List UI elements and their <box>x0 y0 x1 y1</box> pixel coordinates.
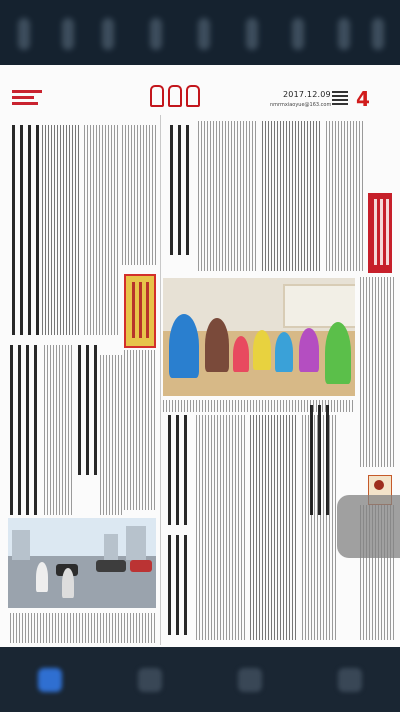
column-divider <box>160 115 161 645</box>
share-icon[interactable] <box>238 668 262 692</box>
text-column <box>44 345 74 515</box>
headline <box>10 345 42 515</box>
headline <box>170 125 194 255</box>
text-column <box>250 415 298 640</box>
text-column <box>84 125 120 335</box>
section-banner <box>368 193 392 273</box>
text-column <box>100 355 122 515</box>
street-photo <box>8 518 156 608</box>
text-column <box>326 121 364 271</box>
headline <box>168 535 192 635</box>
contact-email: nmrmxiaoyue@163.com <box>270 102 332 108</box>
newspaper-page[interactable] <box>0 65 400 647</box>
header-glyph <box>198 18 210 50</box>
newspaper-logo <box>150 85 200 103</box>
text-column <box>42 125 80 335</box>
main-headline <box>12 125 40 335</box>
text-column <box>124 350 156 510</box>
text-column <box>196 415 246 640</box>
header-glyph <box>62 18 74 50</box>
header-glyph <box>372 18 384 50</box>
header-glyph <box>292 18 304 50</box>
photo-caption <box>10 613 156 643</box>
floating-menu-button[interactable] <box>337 495 400 558</box>
header-glyph <box>338 18 350 50</box>
text-column <box>360 277 394 467</box>
text-column <box>198 121 258 271</box>
header-glyph <box>246 18 258 50</box>
red-poster-image <box>124 274 156 348</box>
header-glyph <box>150 18 162 50</box>
masthead-note <box>332 89 348 107</box>
text-column <box>262 121 322 271</box>
classroom-photo <box>163 278 355 396</box>
bottom-toolbar <box>0 647 400 712</box>
page-number: 4 <box>356 87 370 111</box>
top-header <box>0 0 400 65</box>
issue-date: 2017.12.09 <box>283 90 331 99</box>
menu-icon[interactable] <box>338 668 362 692</box>
masthead-section-mark <box>12 87 42 107</box>
headline <box>78 345 98 475</box>
masthead <box>0 65 400 110</box>
headline <box>310 405 330 515</box>
header-glyph <box>18 18 30 50</box>
home-icon[interactable] <box>38 668 62 692</box>
text-column <box>122 125 158 265</box>
headline <box>168 415 192 525</box>
header-glyph <box>102 18 114 50</box>
catalog-icon[interactable] <box>138 668 162 692</box>
